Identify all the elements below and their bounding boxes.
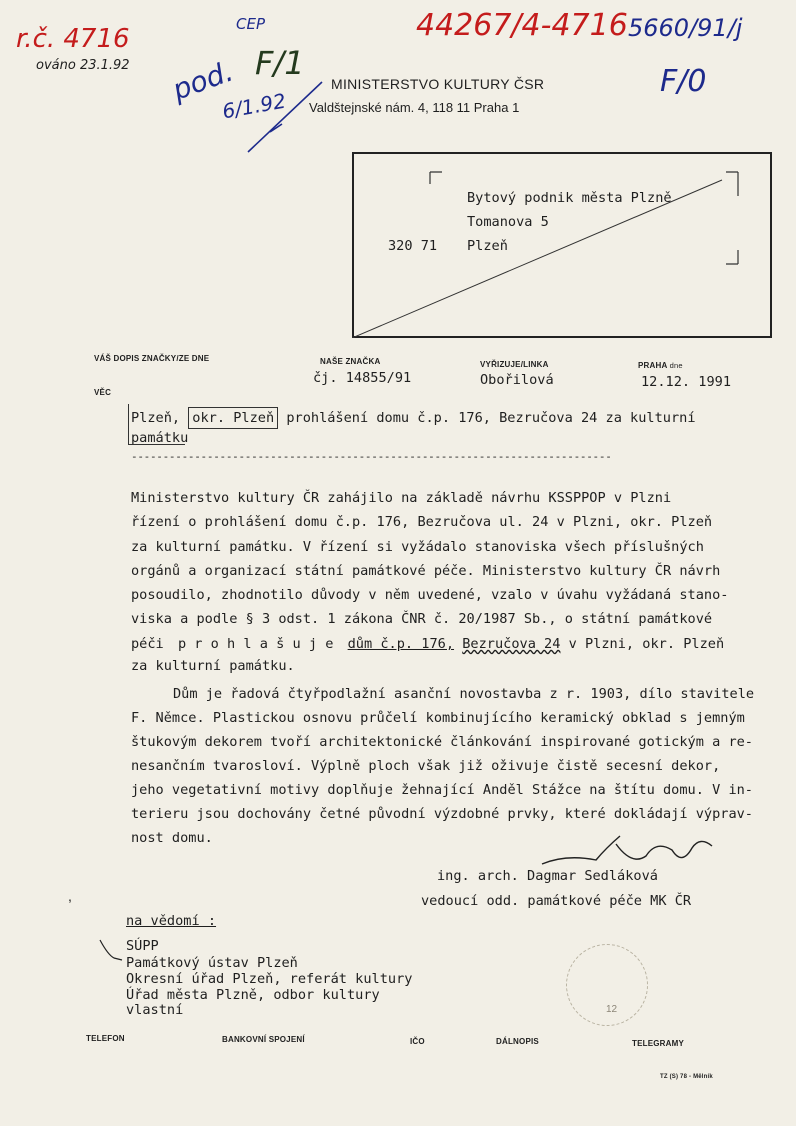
p1-street: Bezručova 24: [462, 636, 561, 652]
body-p1-line-2: řízení o prohlášení domu č.p. 176, Bezručova ul. 24 v Plzni, okr. Plzeň: [131, 514, 713, 530]
footer-telex: DÁLNOPIS: [496, 1037, 539, 1046]
cc-item-5: vlastní: [126, 1002, 184, 1018]
footer-ico: IČO: [410, 1037, 425, 1046]
signatory-title: vedoucí odd. památkové péče MK ČR: [421, 893, 692, 909]
recipient-city: Plzeň: [467, 238, 508, 254]
cc-item-1: SÚPP: [126, 938, 159, 954]
body-p1-line-7: [131, 636, 724, 652]
letter-date: 12.12. 1991: [641, 374, 732, 390]
ministry-title: MINISTERSTVO KULTURY ČSR: [331, 76, 545, 92]
subject-line-2: památku: [131, 430, 189, 446]
small-mark: ,: [68, 888, 72, 904]
dne-label-text: dne: [669, 361, 683, 370]
our-ref-value: čj. 14855/91: [313, 370, 412, 386]
body-p2-line-1: Dům je řadová čtyřpodlažní asanční novostavba z r. 1903, dílo stavitele: [173, 686, 755, 702]
pod-note: pod.: [168, 54, 238, 107]
subject-label: VĚC: [94, 388, 112, 397]
recipient-name: Bytový podnik města Plzně: [467, 190, 672, 206]
body-p1-line-3: za kulturní památku. V řízení si vyžádalo stanoviska všech příslušných: [131, 539, 704, 555]
f0-mark: F/0: [660, 64, 707, 99]
stamp-number: 12: [606, 1004, 618, 1015]
reference-number: r.č. 4716: [16, 24, 130, 54]
body-p1-line-4: orgánů a organizací státní památkové péče. Ministerstvo kultury ČR návrh: [131, 563, 721, 579]
body-p2-line-2: F. Němce. Plastickou osnovu průčelí kombinujícího keramický obklad s jemným: [131, 710, 745, 726]
handled-by-value: Obořilová: [480, 372, 554, 388]
cc-item-4: Úřad města Plzně, odbor kultury: [126, 987, 380, 1003]
cc-item-2: Památkový ústav Plzeň: [126, 955, 298, 971]
subject-bracket: [128, 404, 185, 445]
body-p2-line-4: nesančním tvarosloví. Výplně ploch však již oživuje čistě secesní dekor,: [131, 758, 721, 774]
ministry-address: Valdštejnské nám. 4, 118 11 Praha 1: [309, 100, 520, 115]
praha-label: [638, 361, 683, 370]
subject-district: okr. Plzeň: [188, 407, 278, 429]
recipient-zip: 320 71: [388, 238, 438, 254]
cc-label: na vědomí :: [126, 913, 217, 929]
body-p1-line-1: Ministerstvo kultury ČR zahájilo na základě návrhu KSSPPOP v Plzni: [131, 490, 672, 506]
praha-label-text: PRAHA: [638, 361, 668, 370]
registration-code: 5660/91/j: [628, 14, 743, 42]
p1-house-number: dům č.p. 176,: [347, 636, 455, 652]
signatory-name: ing. arch. Dagmar Sedláková: [437, 868, 658, 884]
cc-item-3: Okresní úřad Plzeň, referát kultury: [126, 971, 413, 987]
registration-number: 44267/4-4716: [416, 8, 628, 43]
subject-city: Plzeň,: [131, 410, 181, 426]
sent-date-note: ováno 23.1.92: [36, 58, 130, 73]
recipient-street: Tomanova 5: [467, 214, 549, 230]
cep-note: CEP: [236, 15, 265, 33]
our-ref-label: NAŠE ZNAČKA: [320, 357, 381, 366]
body-p1-line-6: viska a podle § 3 odst. 1 zákona ČNR č. 20/1987 Sb., o státní památkové: [131, 611, 713, 627]
body-p2-line-5: jeho vegetativní motivy doplňuje žehnající Anděl Stážce na štítu domu. V in-: [131, 782, 753, 798]
body-p1-line-8: za kulturní památku.: [131, 658, 295, 674]
your-letter-label: VÁŠ DOPIS ZNAČKY/ZE DNE: [94, 354, 210, 363]
body-p2-line-6: terieru jsou dochovány četné původní výzdobné prvky, které dokládají výprav-: [131, 806, 753, 822]
date-6192: 6/1.92: [220, 88, 288, 124]
footer-telegram: TELEGRAMY: [632, 1039, 685, 1048]
p1-location: v Plzni, okr. Plzeň: [568, 636, 725, 652]
body-p2-line-3: štukovým dekorem tvoří architektonické článkování inspirované gotickým a re-: [131, 734, 753, 750]
body-p1-line-5: posoudilo, zhodnotilo důvody v něm uvedené, vzalo v úvahu vyžádaná stano-: [131, 587, 729, 603]
footer-phone: TELEFON: [86, 1034, 125, 1043]
handled-by-label: VYŘIZUJE/LINKA: [480, 360, 549, 369]
footer-bank: BANKOVNÍ SPOJENÍ: [222, 1035, 305, 1044]
subject-text: prohlášení domu č.p. 176, Bezručova 24 za kulturní: [286, 410, 696, 426]
p1-declares: p r o h l a š u j e: [177, 636, 334, 652]
footer-printer: TZ (S) 78 - Mělník: [660, 1074, 713, 1080]
subject-divider: ----------------------------------------------------------------------------: [131, 450, 612, 463]
body-p2-line-7: nost domu.: [131, 830, 213, 846]
p1-care: péči: [131, 636, 164, 652]
f1-mark: F/1: [255, 44, 305, 82]
subject-line-1: [131, 410, 696, 426]
